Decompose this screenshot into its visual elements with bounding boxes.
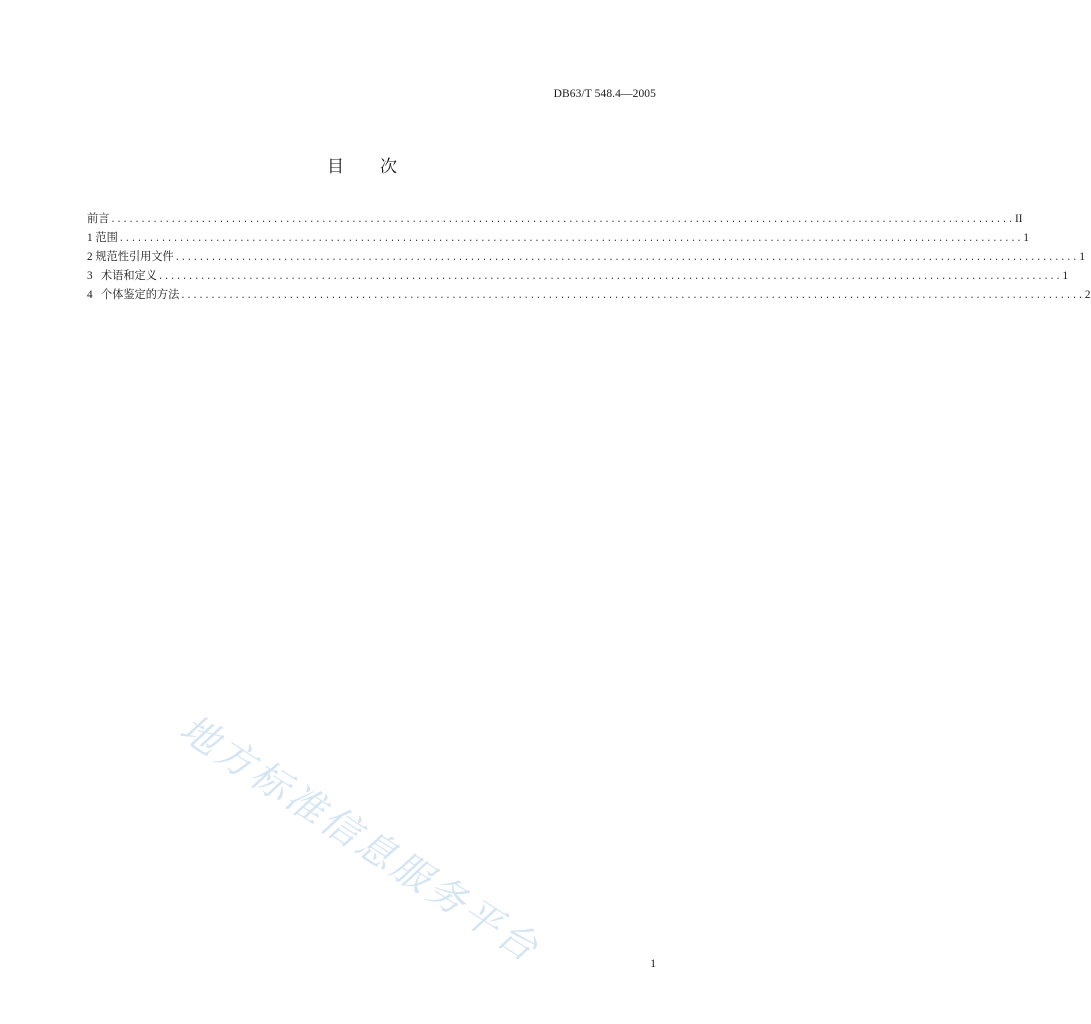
toc-leader-dots: ......................................................................................................................................................: [118, 234, 1023, 244]
toc-entry-identification-method[interactable]: [87, 285, 1091, 304]
toc-title-part1: 目: [327, 157, 344, 177]
document-code: DB63/T 548.4—2005: [553, 88, 656, 100]
toc-leader-dots: ......................................................................................................................................................: [110, 215, 1014, 225]
toc-leader-dots: ......................................................................................................................................................: [157, 272, 1062, 282]
toc-entry-page: 1: [1079, 251, 1085, 263]
toc-entry-preface[interactable]: [87, 209, 1023, 228]
toc-entry-number: 1: [87, 232, 96, 244]
toc-entry-terms-definitions[interactable]: [87, 266, 1069, 285]
toc-title-part2: 次: [380, 157, 397, 177]
toc-entry-page: II: [1014, 213, 1023, 225]
toc-entry-label: 规范性引用文件: [95, 250, 174, 263]
toc-title: [0, 152, 724, 177]
toc-entry-label: 前言: [87, 212, 110, 225]
toc-entry-label: 术语和定义: [100, 269, 157, 282]
toc-entry-number: 3: [87, 270, 101, 282]
toc-entry-label: 范围: [95, 231, 118, 244]
toc-entry-page: 1: [1062, 270, 1069, 282]
toc-leader-dots: ......................................................................................................................................................: [180, 291, 1084, 301]
toc-entry-label: 个体鉴定的方法: [100, 288, 180, 301]
toc-entry-number: 2: [87, 251, 96, 263]
toc-entry-scope[interactable]: [87, 228, 1029, 247]
page-number: 1: [650, 958, 656, 970]
watermark: 地方标准信息服务平台: [172, 705, 549, 972]
toc-leader-dots: ......................................................................................................................................................: [174, 253, 1079, 263]
toc-entry-normative-references[interactable]: [87, 247, 1085, 266]
toc-entry-page: 2: [1084, 289, 1091, 301]
toc-list: [87, 209, 1091, 304]
toc-entry-number: 4: [87, 289, 101, 301]
toc-entry-page: 1: [1023, 232, 1029, 244]
